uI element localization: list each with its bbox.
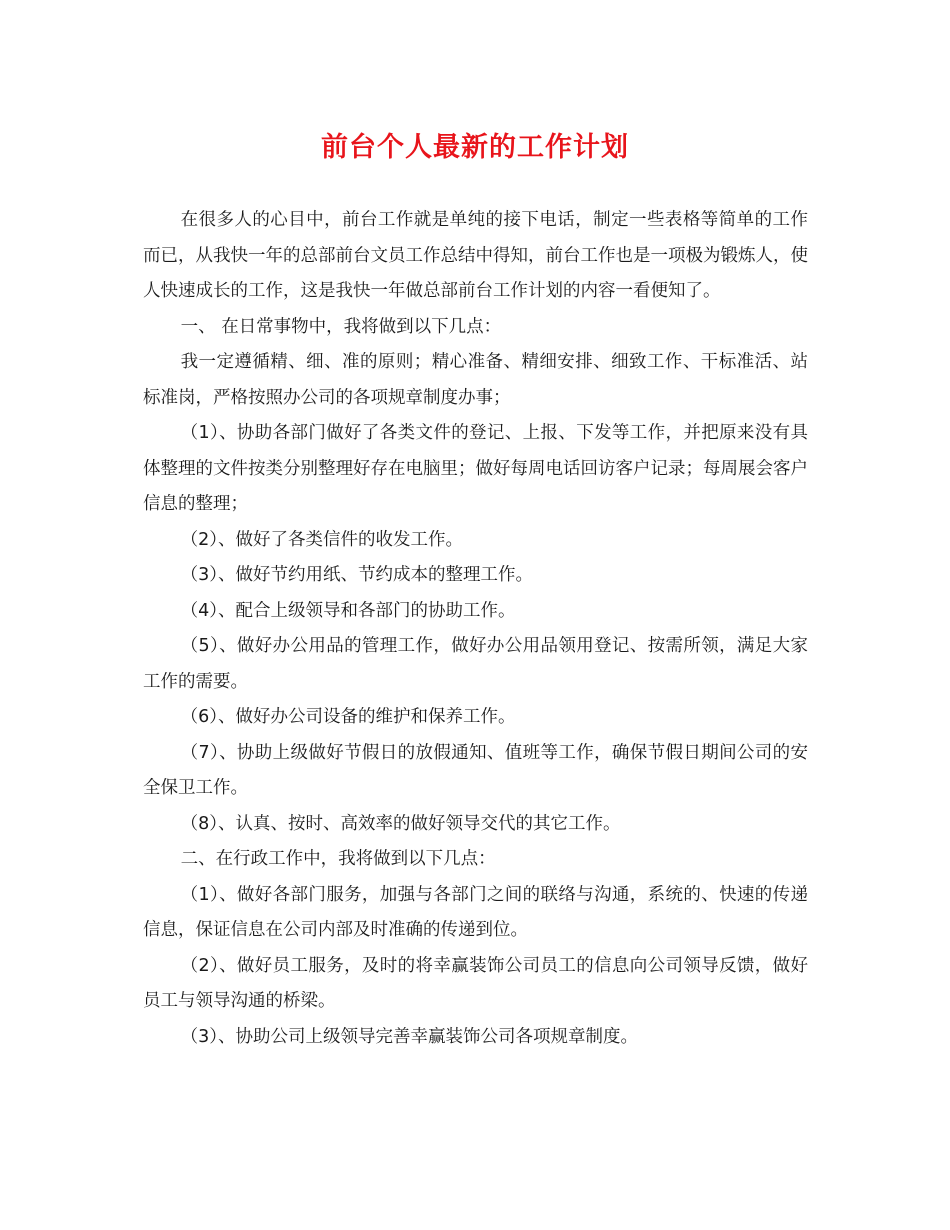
list-item: （4）、配合上级领导和各部门的协助工作。 <box>180 600 516 621</box>
intro-paragraph: 在很多人的心目中，前台工作就是单纯的接下电话，制定一些表格等简单的工作而已，从我快一年的总部前台文员工作总结中得知，前台工作也是一项极为锻炼人，使人快速成长的工作，这是我快一年做总部前台工作计划的内容一看便知了。 <box>143 210 808 301</box>
list-item: （7）、协助上级做好节假日的放假通知、值班等工作，确保节假日期间公司的安全保卫工作。 <box>143 742 808 798</box>
principle-paragraph: 我一定遵循精、细、准的原则；精心准备、精细安排、细致工作、干标准活、站标准岗，严格按照办公司的各项规章制度办事； <box>143 352 808 408</box>
list-item: （3）、做好节约用纸、节约成本的整理工作。 <box>180 565 534 585</box>
document-title: 前台个人最新的工作计划 <box>321 132 629 163</box>
list-item: （3）、协助公司上级领导完善幸赢装饰公司各项规章制度。 <box>180 1026 639 1047</box>
list-item: （5）、做好办公用品的管理工作，做好办公用品领用登记、按需所领，满足大家工作的需要。 <box>143 636 808 692</box>
section-heading-admin: 二、在行政工作中，我将做到以下几点： <box>180 849 496 869</box>
list-item: （2）、做好了各类信件的收发工作。 <box>180 529 464 550</box>
list-item: （1）、协助各部门做好了各类文件的登记、上报、下发等工作，并把原来没有具体整理的文件按类分别整理好存在电脑里；做好每周电话回访客户记录；每周展会客户信息的整理； <box>143 423 808 514</box>
list-item: （8）、认真、按时、高效率的做好领导交代的其它工作。 <box>180 813 621 834</box>
document-body <box>143 203 808 1055</box>
section-heading-daily: 一、 在日常事物中，我将做到以下几点： <box>180 316 502 337</box>
list-item: （6）、做好办公司设备的维护和保养工作。 <box>180 707 516 727</box>
list-item: （1）、做好各部门服务，加强与各部门之间的联络与沟通，系统的、快速的传递信息，保证信息在公司内部及时准确的传递到位。 <box>143 884 808 940</box>
list-item: （2）、做好员工服务，及时的将幸赢装饰公司员工的信息向公司领导反馈，做好员工与领导沟通的桥梁。 <box>143 955 808 1011</box>
